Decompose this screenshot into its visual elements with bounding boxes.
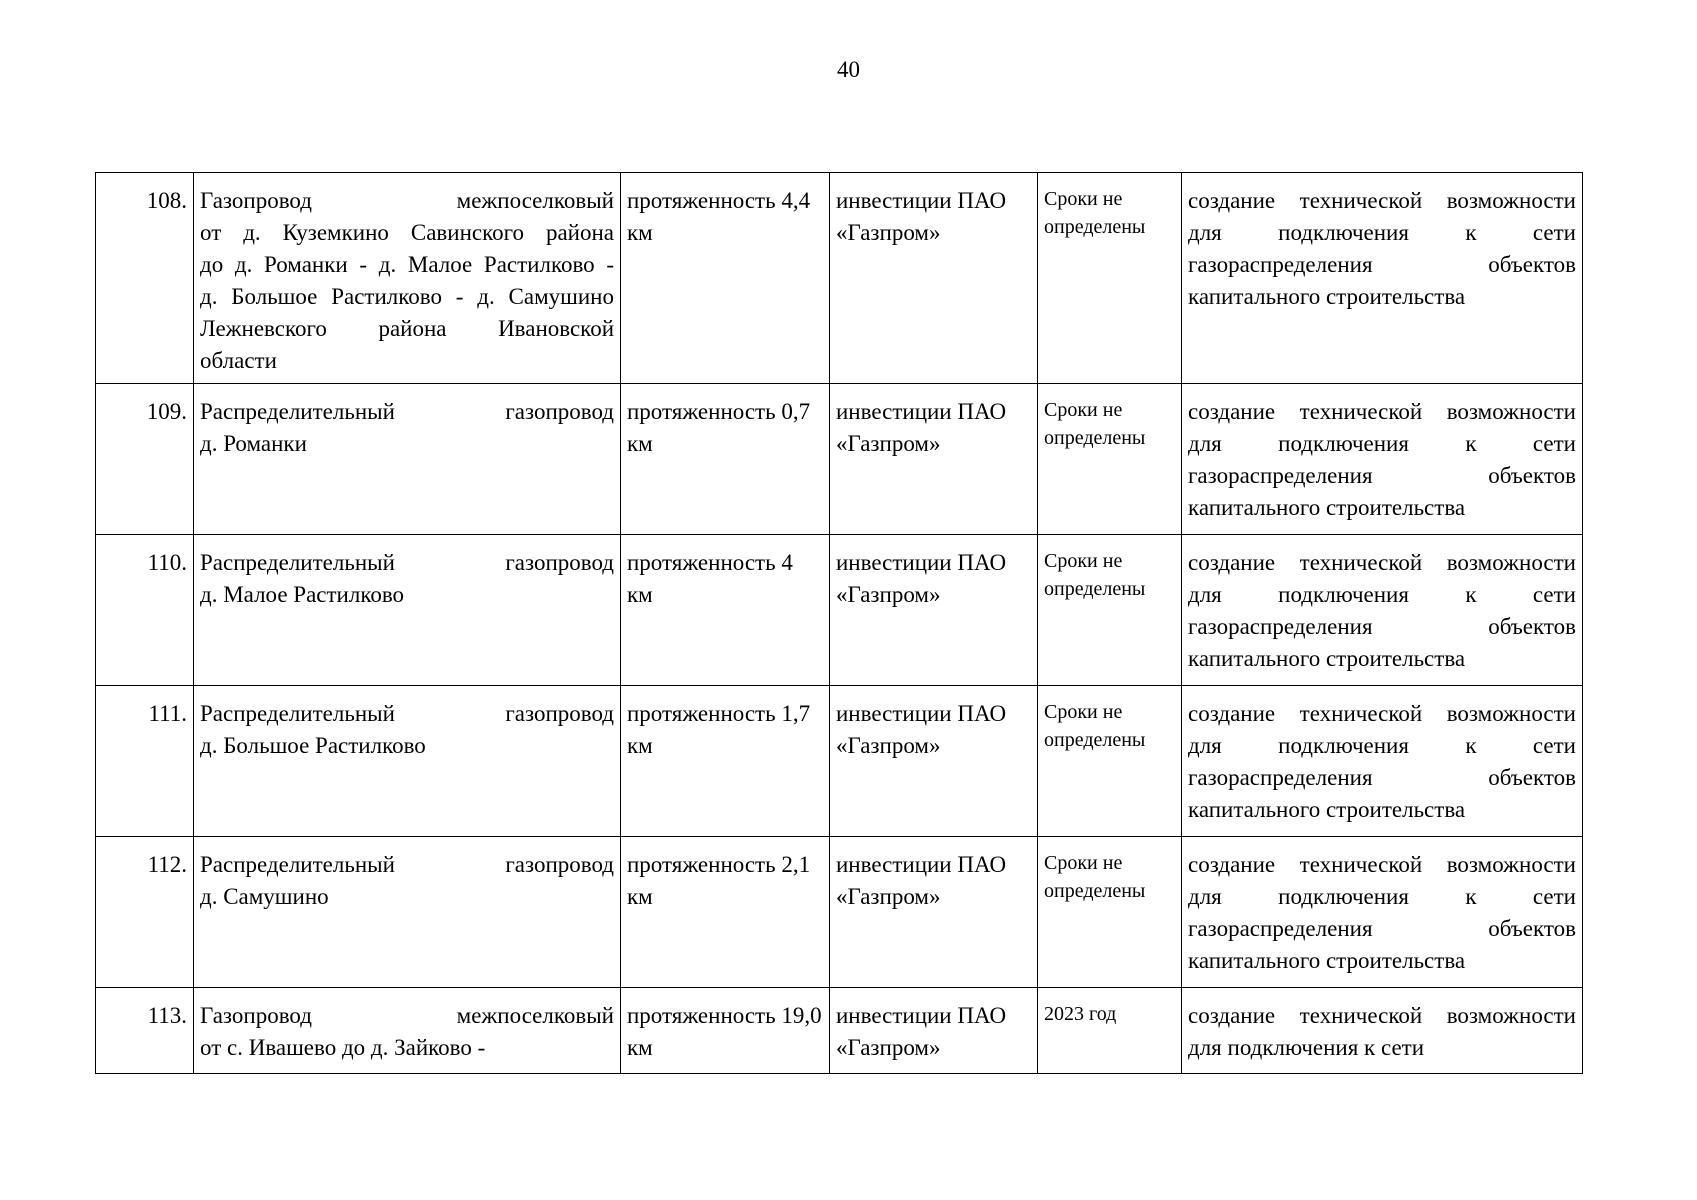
object-purpose-line: капитального строительства: [1188, 284, 1466, 309]
table-row: [96, 384, 1583, 535]
object-purpose-line: создание технической возможности: [1188, 188, 1576, 213]
gas-pipeline-table: [95, 172, 1583, 1074]
implementation-term: Сроки не определены: [1038, 173, 1182, 384]
object-purpose-line: газораспределения объектов: [1188, 916, 1576, 941]
object-name-line: Распределительный газопровод: [200, 701, 614, 726]
table-body: [96, 173, 1583, 1074]
object-purpose-line: для подключения к сети: [1188, 220, 1576, 245]
row-number: 111.: [96, 686, 194, 837]
funding-source: инвестиции ПАО «Газпром»: [830, 535, 1038, 686]
object-purpose-line: создание технической возможности: [1188, 1003, 1576, 1028]
object-purpose-line: для подключения к сети: [1188, 1035, 1425, 1060]
table-row: [96, 535, 1583, 686]
implementation-term: Сроки не определены: [1038, 686, 1182, 837]
object-name-line: Распределительный газопровод: [200, 399, 614, 424]
object-purpose-line: газораспределения объектов: [1188, 765, 1576, 790]
object-name: [194, 384, 621, 535]
object-name-line: до д. Романки - д. Малое Растилково -: [200, 252, 614, 277]
object-purpose-line: для подключения к сети: [1188, 884, 1576, 909]
object-length: протяженность 4,4 км: [621, 173, 830, 384]
row-number: 113.: [96, 988, 194, 1074]
row-number: 112.: [96, 837, 194, 988]
object-purpose-line: газораспределения объектов: [1188, 463, 1576, 488]
object-purpose: [1182, 988, 1583, 1074]
object-purpose: [1182, 173, 1583, 384]
object-length: протяженность 0,7 км: [621, 384, 830, 535]
table-row: [96, 173, 1583, 384]
row-number: 110.: [96, 535, 194, 686]
object-purpose-line: для подключения к сети: [1188, 733, 1576, 758]
implementation-term: Сроки не определены: [1038, 837, 1182, 988]
object-name: [194, 173, 621, 384]
object-name-line: от с. Ивашево до д. Зайково -: [200, 1035, 486, 1060]
funding-source: инвестиции ПАО «Газпром»: [830, 837, 1038, 988]
object-purpose: [1182, 686, 1583, 837]
funding-source: инвестиции ПАО «Газпром»: [830, 384, 1038, 535]
object-purpose-line: для подключения к сети: [1188, 431, 1576, 456]
object-purpose-line: создание технической возможности: [1188, 852, 1576, 877]
object-name: [194, 535, 621, 686]
object-purpose-line: создание технической возможности: [1188, 701, 1576, 726]
row-number: 108.: [96, 173, 194, 384]
object-name-line: Газопровод межпоселковый: [200, 1003, 614, 1028]
object-length: протяженность 4 км: [621, 535, 830, 686]
object-name-line: д. Романки: [200, 431, 307, 456]
object-name-line: области: [200, 348, 277, 373]
object-length: протяженность 1,7 км: [621, 686, 830, 837]
implementation-term: Сроки не определены: [1038, 535, 1182, 686]
object-name-line: д. Малое Растилково: [200, 582, 405, 607]
implementation-term: Сроки не определены: [1038, 384, 1182, 535]
object-purpose-line: создание технической возможности: [1188, 399, 1576, 424]
funding-source: инвестиции ПАО «Газпром»: [830, 173, 1038, 384]
object-purpose: [1182, 837, 1583, 988]
implementation-term: 2023 год: [1038, 988, 1182, 1074]
row-number: 109.: [96, 384, 194, 535]
object-purpose-line: для подключения к сети: [1188, 582, 1576, 607]
table-row: [96, 837, 1583, 988]
object-name: [194, 988, 621, 1074]
object-name-line: Распределительный газопровод: [200, 550, 614, 575]
object-name: [194, 686, 621, 837]
object-name-line: Распределительный газопровод: [200, 852, 614, 877]
object-purpose: [1182, 535, 1583, 686]
object-length: протяженность 2,1 км: [621, 837, 830, 988]
object-purpose-line: капитального строительства: [1188, 797, 1466, 822]
object-name-line: Газопровод межпоселковый: [200, 188, 614, 213]
object-name-line: д. Большое Растилково - д. Самушино: [200, 284, 614, 309]
object-purpose-line: капитального строительства: [1188, 646, 1466, 671]
object-purpose-line: капитального строительства: [1188, 948, 1466, 973]
object-length: протяженность 19,0 км: [621, 988, 830, 1074]
table-row: [96, 686, 1583, 837]
object-name-line: д. Самушино: [200, 884, 329, 909]
object-purpose-line: капитального строительства: [1188, 495, 1466, 520]
object-purpose: [1182, 384, 1583, 535]
object-purpose-line: газораспределения объектов: [1188, 252, 1576, 277]
object-purpose-line: создание технической возможности: [1188, 550, 1576, 575]
funding-source: инвестиции ПАО «Газпром»: [830, 988, 1038, 1074]
table-row: [96, 988, 1583, 1074]
funding-source: инвестиции ПАО «Газпром»: [830, 686, 1038, 837]
object-name-line: д. Большое Растилково: [200, 733, 426, 758]
page-number: 40: [837, 57, 860, 82]
object-name-line: Лежневского района Ивановской: [200, 316, 614, 341]
object-purpose-line: газораспределения объектов: [1188, 614, 1576, 639]
object-name-line: от д. Куземкино Савинского района: [200, 220, 614, 245]
object-name: [194, 837, 621, 988]
